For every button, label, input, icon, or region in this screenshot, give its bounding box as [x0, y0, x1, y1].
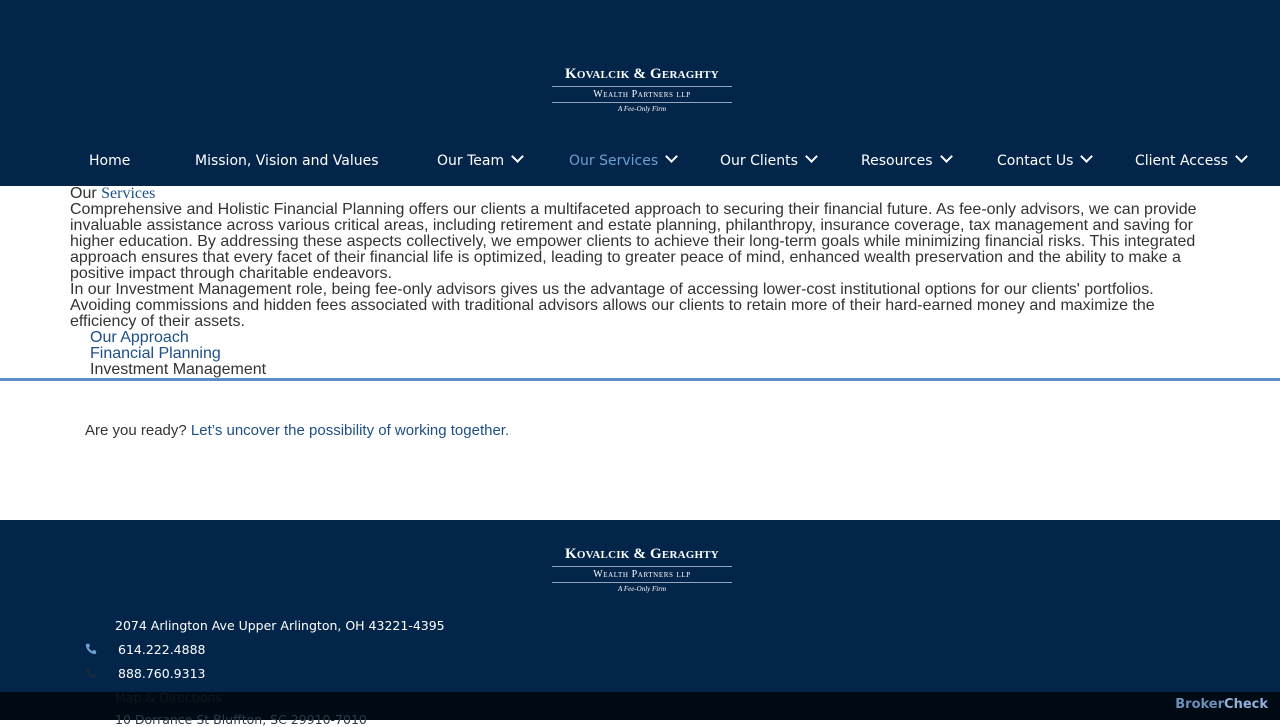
services-subnav: [70, 330, 1210, 378]
phone-icon: [85, 643, 97, 655]
logo-subtitle: Wealth Partners llp: [593, 569, 691, 580]
logo-rule: [552, 582, 732, 583]
services-paragraph-investment: In our Investment Management role, being fee-only advisors gives us the advantage of accessing lower-cost institutional options for our clients' portfolios. Avoiding commissions and hidden fees associated with traditional advisors allows our clients to retain more of their hard-earned money and maximize the efficiency of their assets.: [70, 281, 1155, 330]
logo-firm-name: Kovalcik & Geraghty: [565, 66, 719, 82]
page-title-prefix: Our: [70, 185, 97, 202]
footer-phone-primary[interactable]: 614.222.4888: [118, 642, 206, 657]
nav-item-contact-us[interactable]: [997, 148, 1091, 174]
nav-item-label: Our Services: [569, 153, 659, 169]
footer-phone-tollfree[interactable]: 888.760.9313: [118, 666, 206, 681]
logo-rule: [552, 86, 732, 87]
nav-item-label: Home: [89, 153, 131, 169]
phone-icon: [85, 667, 97, 679]
nav-item-home[interactable]: [89, 148, 130, 174]
page-title-accent: Services: [101, 185, 156, 202]
page-title: [70, 186, 1210, 202]
section-divider: [0, 378, 1280, 381]
nav-item-our-services[interactable]: [569, 148, 676, 174]
services-paragraph-planning: Comprehensive and Holistic Financial Planning offers our clients a multifaceted approach to securing their financial future. As fee-only advisors, we can provide invaluable assistance across various critical areas, including retirement and estate planning, philanthropy, insurance coverage, tax management and saving for higher education. By addressing these aspects collectively, we empower clients to achieve their long-term goals while minimizing financial risks. This integrated approach ensures that every facet of their financial life is optimized, leading to greater peace of mind, enhanced wealth preservation and the ability to make a positive impact through charitable endeavors.: [70, 201, 1197, 282]
subnav-link-financial-planning[interactable]: Financial Planning: [90, 345, 221, 362]
nav-item-resources[interactable]: [861, 148, 951, 174]
logo-rule: [552, 102, 732, 103]
subnav-link-our-approach[interactable]: Our Approach: [90, 329, 189, 346]
nav-item-label: Our Clients: [720, 153, 798, 169]
chevron-down-icon[interactable]: [1081, 150, 1094, 163]
chevron-down-icon[interactable]: [511, 150, 524, 163]
chevron-down-icon[interactable]: [940, 150, 953, 163]
main-nav: [0, 148, 1280, 174]
brokercheck-text-b: Check: [1224, 697, 1268, 712]
nav-item-mission[interactable]: [195, 148, 379, 174]
nav-item-client-access[interactable]: [1135, 148, 1246, 174]
call-to-action: [85, 422, 509, 439]
cta-prefix: Are you ready?: [85, 422, 187, 439]
logo-tagline: A Fee-Only Firm: [617, 105, 667, 113]
logo-firm-name: Kovalcik & Geraghty: [565, 546, 719, 562]
site-header: [0, 0, 1280, 186]
chevron-down-icon[interactable]: [805, 150, 818, 163]
nav-item-label: Client Access: [1135, 153, 1228, 169]
nav-item-label: Mission, Vision and Values: [195, 153, 379, 169]
site-logo[interactable]: [552, 66, 732, 113]
footer-address-secondary: 10 Dorrance St Bluffton, SC 29910-7010: [115, 712, 367, 727]
brokercheck-text-a: Broker: [1175, 697, 1225, 712]
logo-tagline: A Fee-Only Firm: [617, 585, 667, 593]
subnav-item-investment-management[interactable]: Investment Management: [90, 361, 267, 378]
logo-rule: [552, 566, 732, 567]
nav-item-our-team[interactable]: [437, 148, 522, 174]
brokercheck-badge[interactable]: [1175, 697, 1268, 712]
cta-link[interactable]: Let’s uncover the possibility of working together.: [190, 422, 510, 439]
chevron-down-icon[interactable]: [665, 150, 678, 163]
nav-item-label: Contact Us: [997, 153, 1074, 169]
footer-address: 2074 Arlington Ave Upper Arlington, OH 43221-4395: [115, 618, 445, 633]
main-content: [70, 186, 1210, 378]
footer-logo[interactable]: [552, 546, 732, 593]
nav-item-our-clients[interactable]: [720, 148, 816, 174]
nav-item-label: Resources: [861, 153, 933, 169]
nav-item-label: Our Team: [437, 153, 505, 169]
chevron-down-icon[interactable]: [1235, 150, 1248, 163]
logo-subtitle: Wealth Partners llp: [593, 89, 691, 100]
